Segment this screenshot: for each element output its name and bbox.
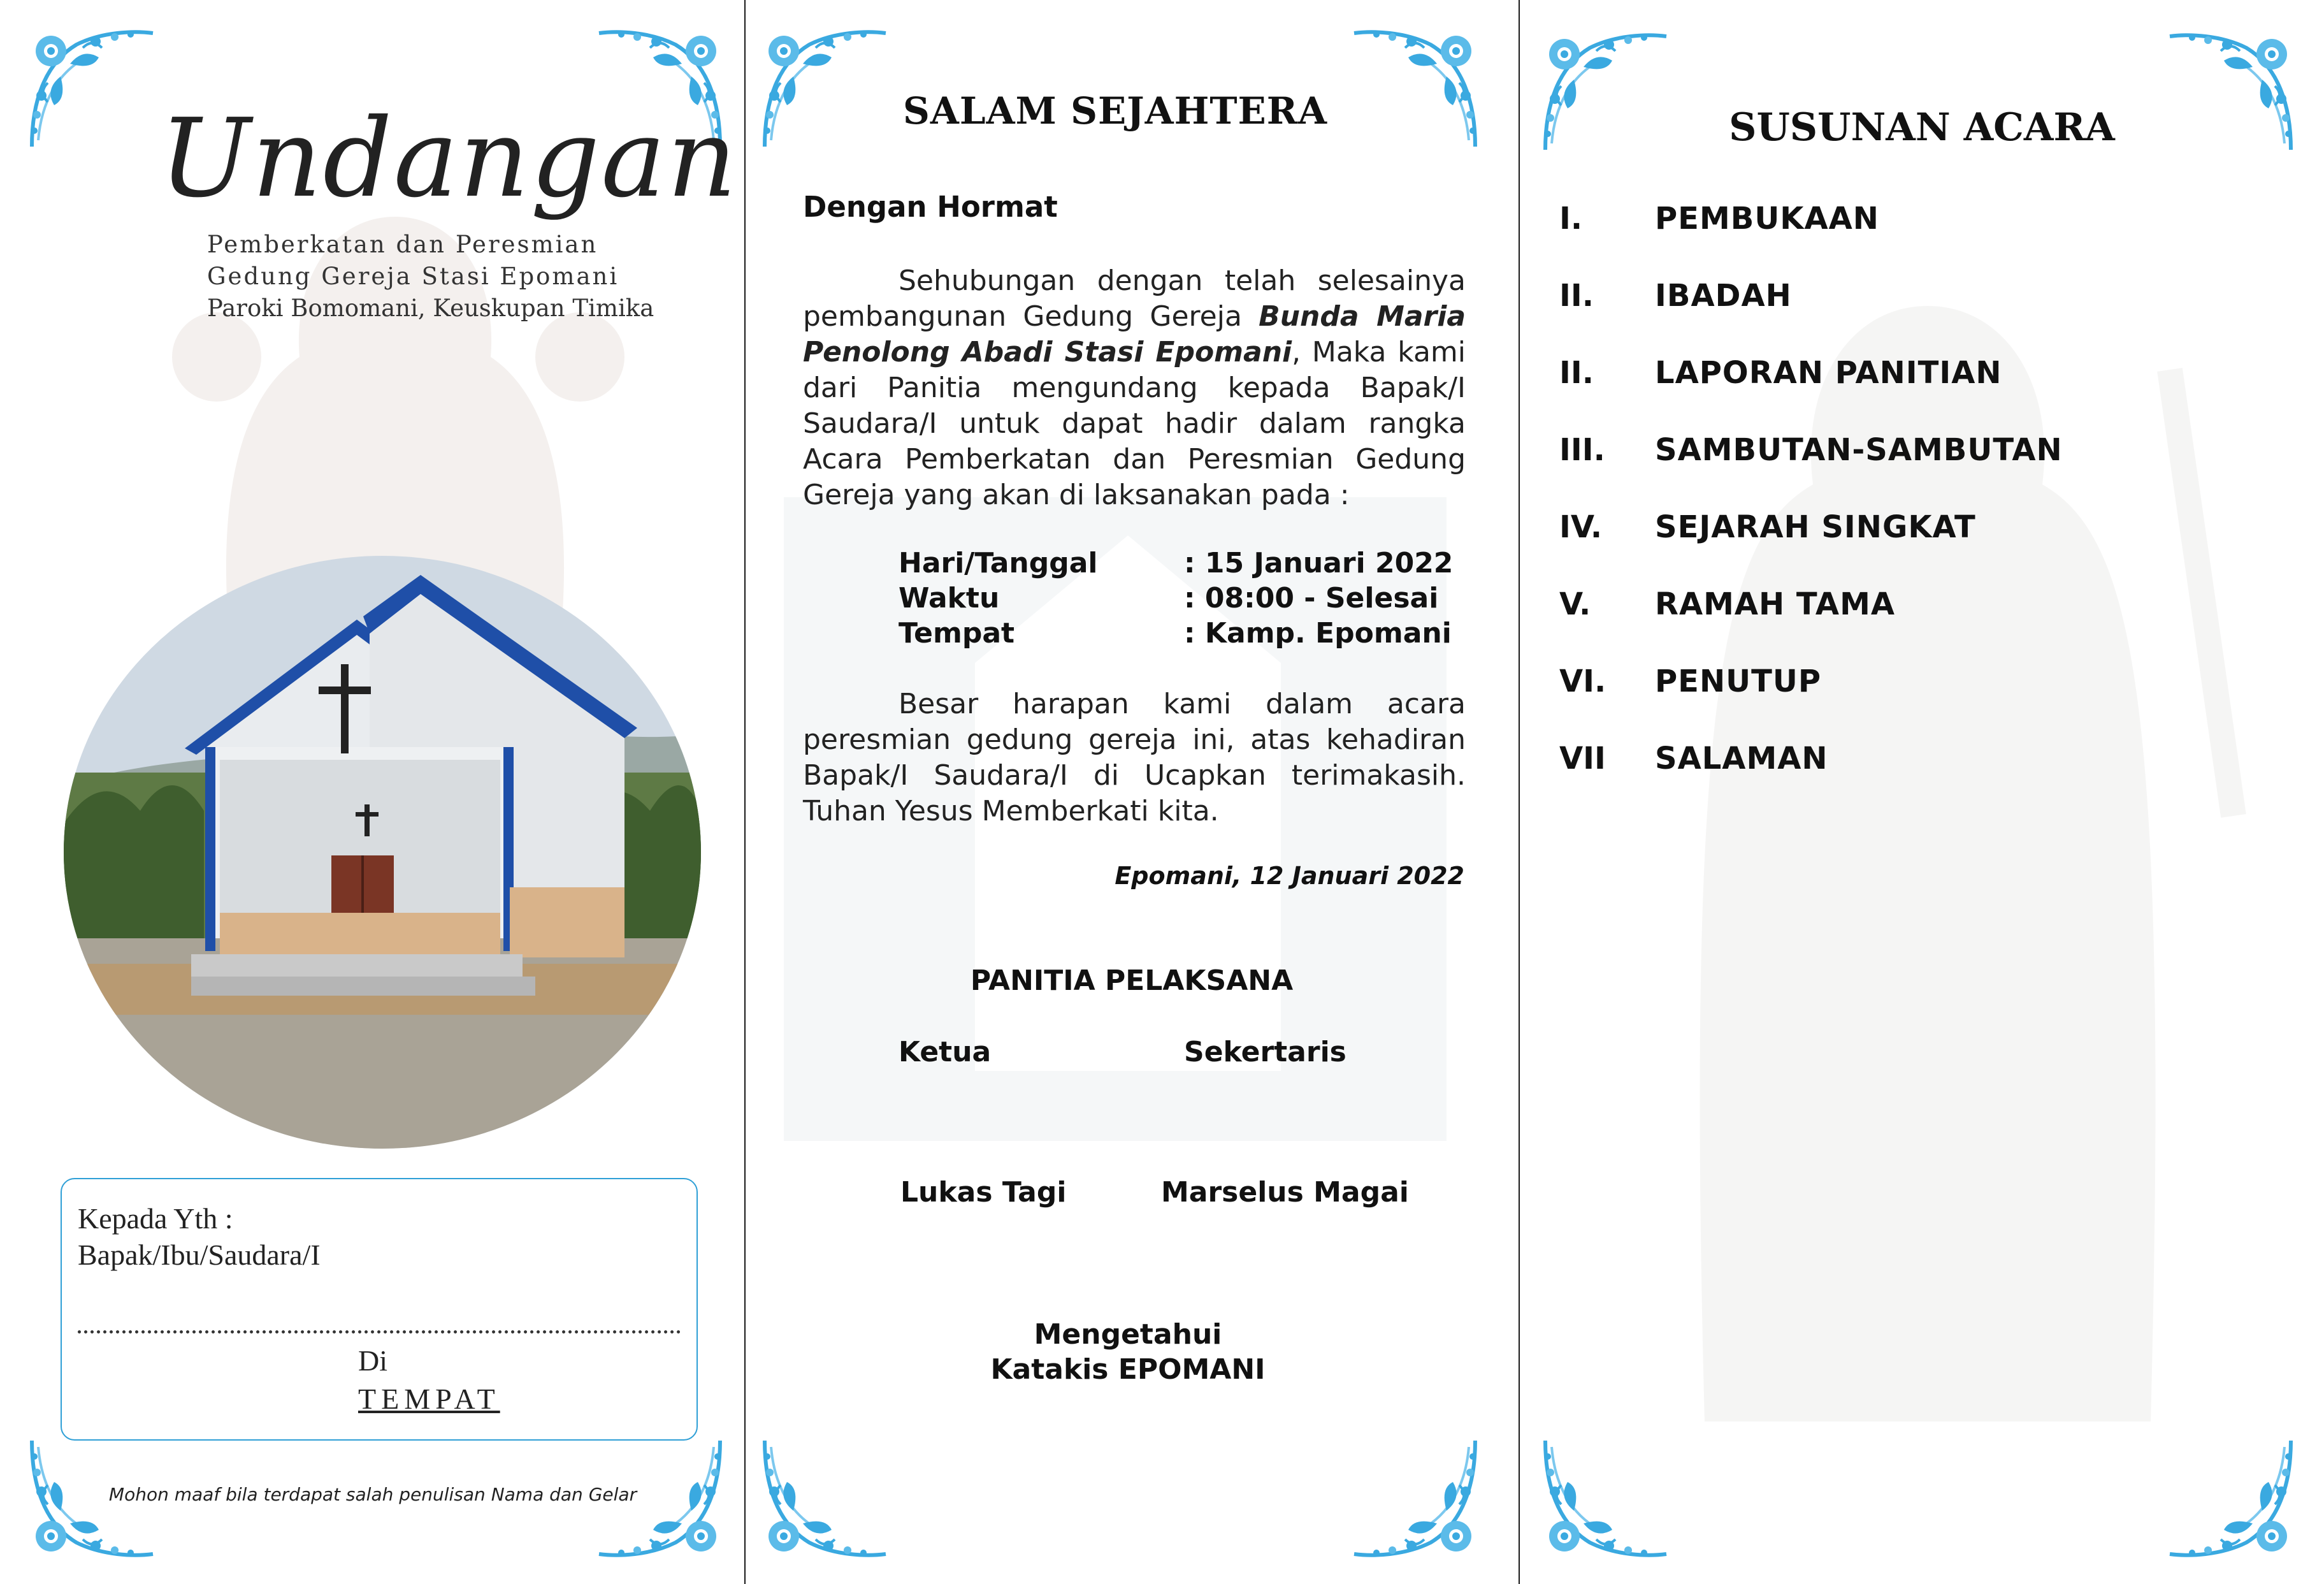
corner-ornament-bottom-left [1539, 1434, 1673, 1562]
program-panel [1520, 0, 2324, 1584]
letter-paragraph-1: Sehubungan dengan telah selesainya pembangunan Gedung Gereja Bunda Maria Penolong Abadi Stasi Epomani, Maka kami dari Panitia mengundang kepada Bapak/I Saudara/I untuk dapat hadir dalam rangka Acara Pemberkatan dan Peresmian Gedung Gereja yang akan di laksanakan pada : [803, 265, 1466, 511]
acknowledged-label: Mengetahui [1034, 1318, 1222, 1351]
address-line-2: Bapak/Ibu/Saudara/I [78, 1239, 321, 1271]
agenda-item: SEJARAH SINGKAT [1655, 509, 1976, 545]
agenda-number: VI. [1559, 664, 1606, 699]
detail-label-time: Waktu [899, 582, 1000, 614]
address-line-4: TEMPAT [358, 1383, 500, 1415]
recipient-address-box [61, 1178, 698, 1441]
corner-ornament-bottom-left [758, 1434, 892, 1562]
apology-note: Mohon maaf bila terdapat salah penulisan Nama dan Gelar [108, 1484, 637, 1505]
role-chair: Ketua [899, 1036, 992, 1068]
agenda-number: VII [1559, 741, 1606, 776]
subtitle-line-3: Paroki Bomomani, Keuskupan Timika [207, 294, 654, 322]
detail-value-place: : Kamp. Epomani [1184, 617, 1452, 650]
agenda-item: PEMBUKAAN [1655, 201, 1879, 236]
agenda-number: II. [1559, 278, 1594, 314]
agenda-item: IBADAH [1655, 278, 1792, 314]
detail-value-time: : 08:00 - Selesai [1184, 582, 1439, 614]
detail-label-date: Hari/Tanggal [899, 547, 1098, 579]
church-photo [64, 556, 701, 1149]
subtitle-line-2: Gedung Gereja Stasi Epomani [207, 263, 619, 290]
cover-panel [0, 0, 746, 1584]
catechist-label: Katakis EPOMANI [990, 1353, 1266, 1386]
detail-label-place: Tempat [899, 617, 1015, 650]
greeting: Dengan Hormat [803, 190, 1058, 224]
address-line-1: Kepada Yth : [78, 1202, 233, 1235]
address-line-3: Di [358, 1344, 387, 1377]
subtitle-line-1: Pemberkatan dan Peresmian [207, 231, 598, 258]
invitation-title: Undangan [159, 96, 739, 222]
agenda-item: PENUTUP [1655, 664, 1822, 699]
agenda-item: SALAMAN [1655, 741, 1828, 776]
madonna-watermark [1609, 242, 2246, 1421]
letter-heading: SALAM SEJAHTERA [903, 89, 1327, 133]
agenda-item: LAPORAN PANITIAN [1655, 355, 2002, 391]
agenda-item: SAMBUTAN-SAMBUTAN [1655, 432, 2063, 468]
agenda-number: V. [1559, 586, 1591, 622]
role-secretary: Sekertaris [1184, 1036, 1346, 1068]
agenda-number: IV. [1559, 509, 1603, 545]
agenda-item: RAMAH TAMA [1655, 586, 1895, 622]
agenda-number: I. [1559, 201, 1583, 236]
place-date: Epomani, 12 Januari 2022 [1115, 862, 1464, 890]
name-chair: Lukas Tagi [900, 1176, 1067, 1209]
detail-value-date: : 15 Januari 2022 [1184, 547, 1454, 579]
recipient-name-line[interactable] [78, 1330, 681, 1333]
corner-ornament-bottom-right [2163, 1434, 2297, 1562]
corner-ornament-top-left [25, 25, 159, 153]
program-heading: SUSUNAN ACARA [1729, 105, 2115, 150]
letter-paragraph-2: Besar harapan kami dalam acara peresmian gedung gereja ini, atas kehadiran Bapak/I Saudara/I di Ucapkan terimakasih. Tuhan Yesus Memberkati kita. [803, 688, 1466, 827]
corner-ornament-bottom-right [1348, 1434, 1482, 1562]
agenda-number: II. [1559, 355, 1594, 391]
committee-title: PANITIA PELAKSANA [970, 964, 1294, 997]
agenda-number: III. [1559, 432, 1605, 468]
letter-panel [746, 0, 1520, 1584]
name-secretary: Marselus Magai [1161, 1176, 1409, 1209]
